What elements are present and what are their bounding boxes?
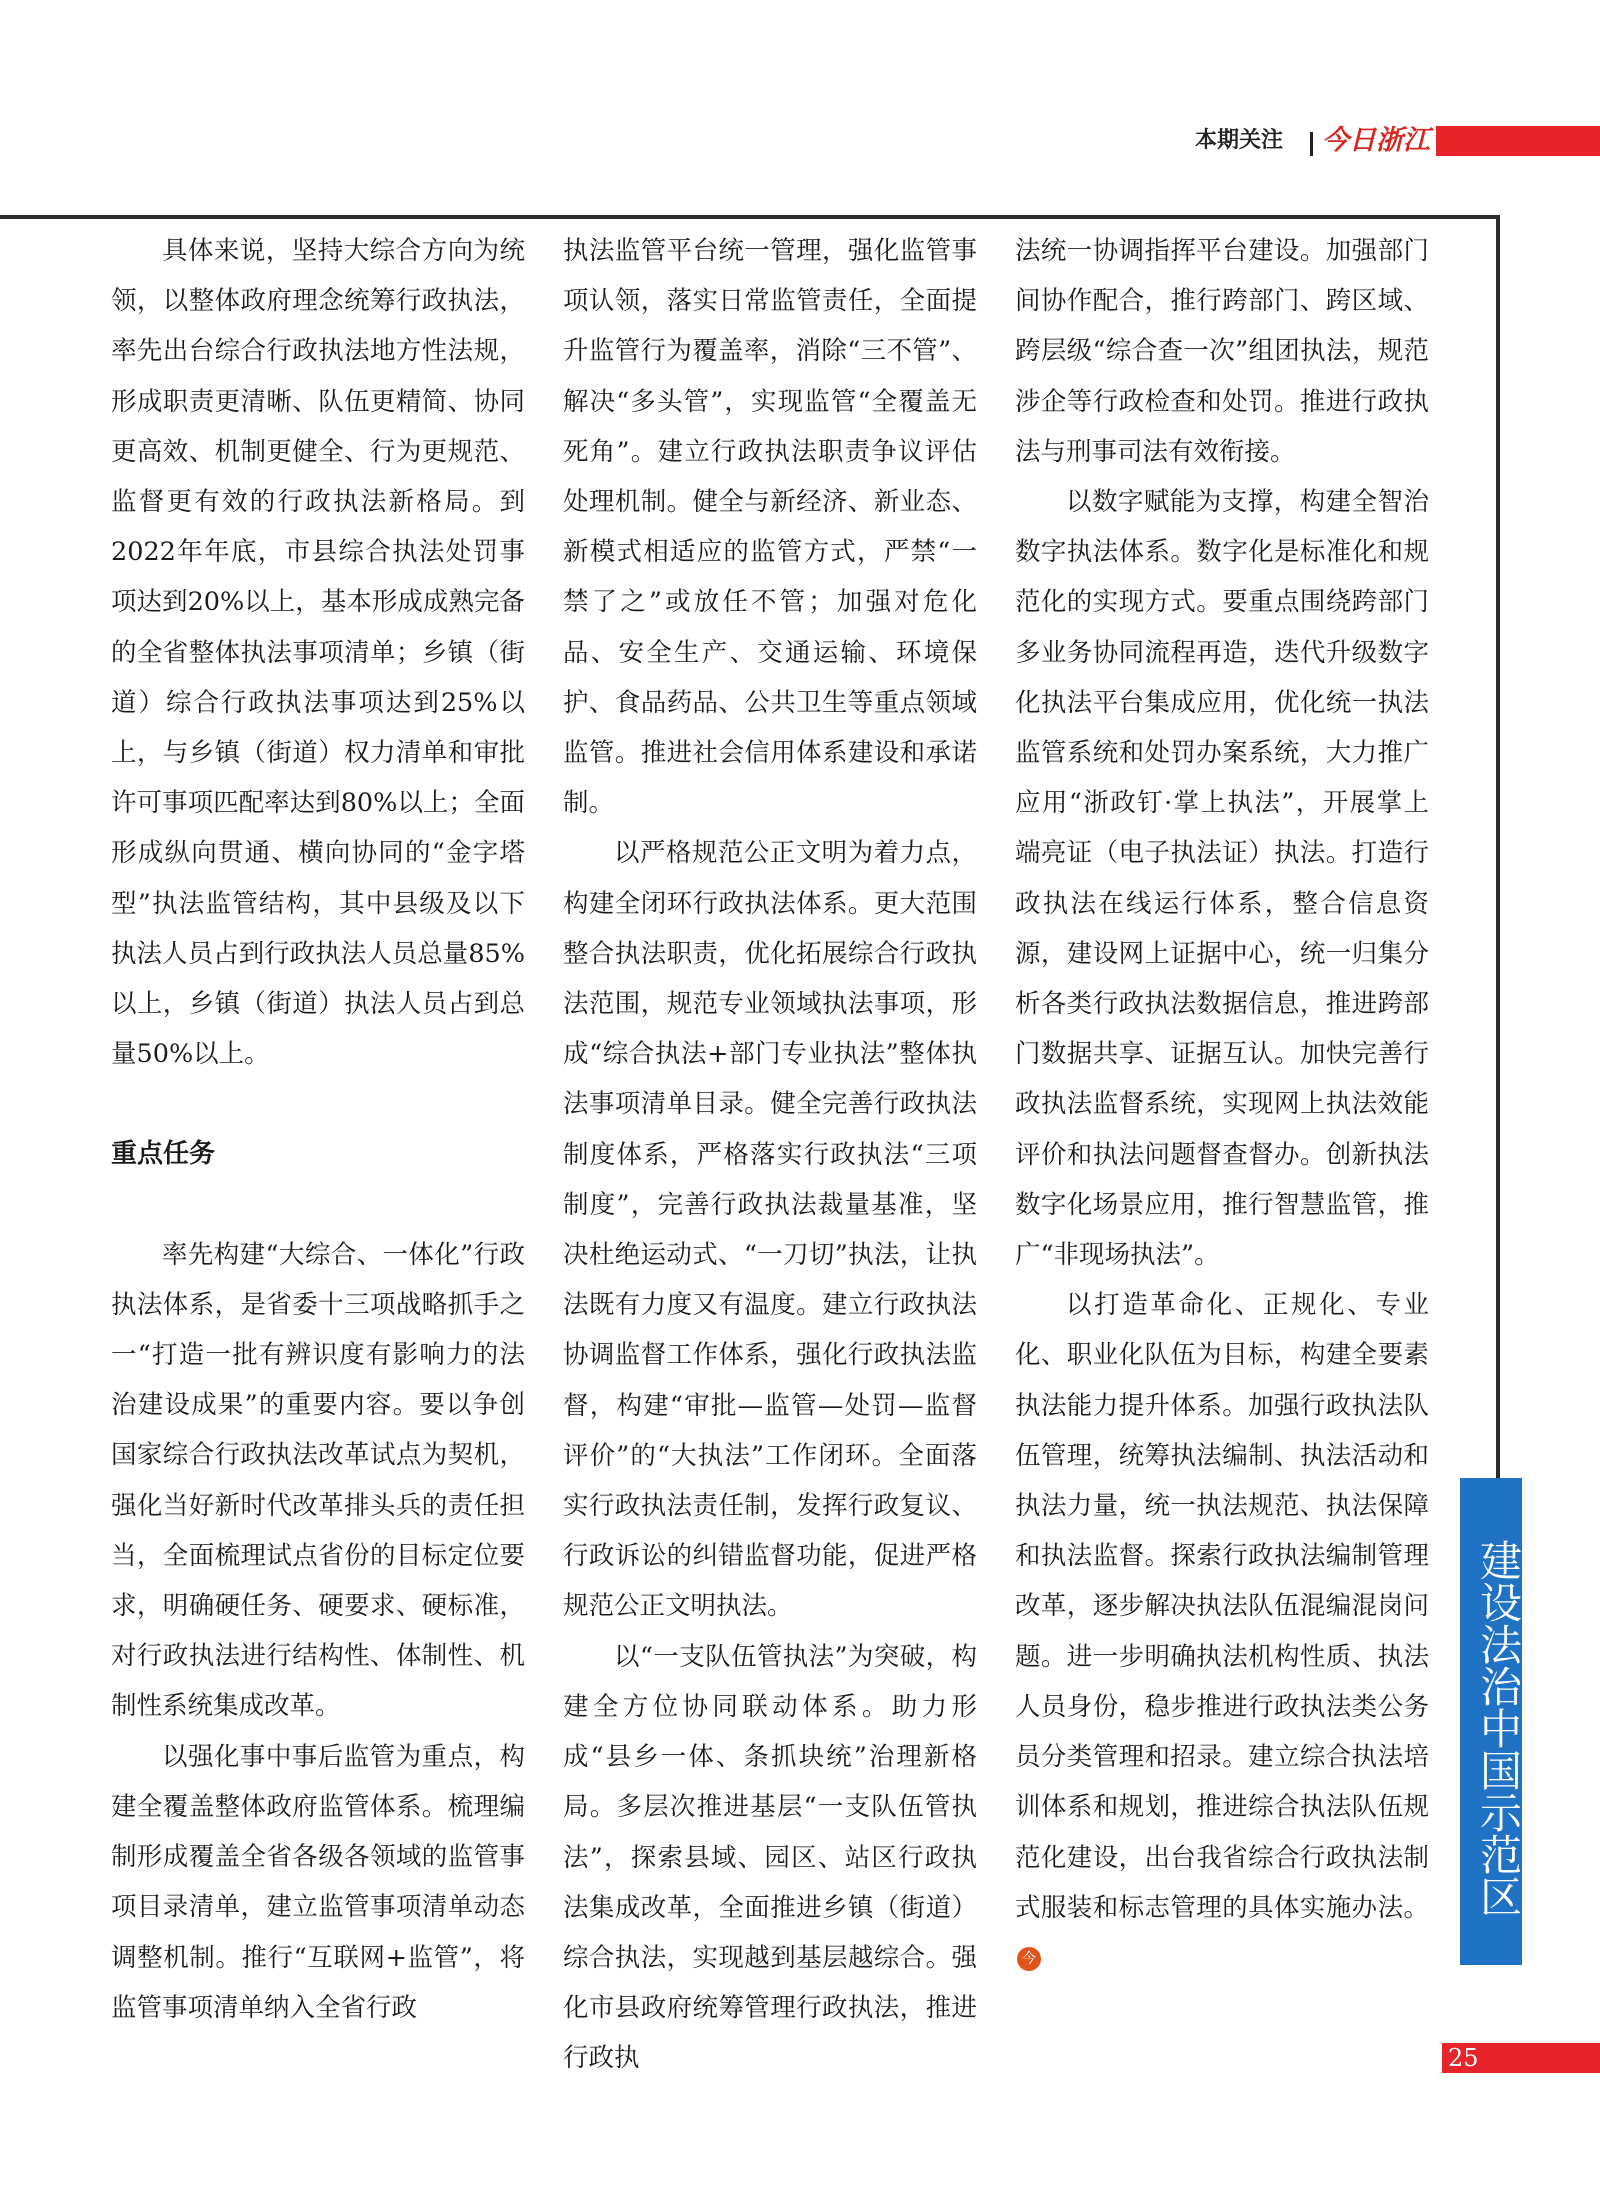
header-red-strip — [1436, 126, 1600, 156]
section-label: 本期关注 — [1195, 128, 1284, 153]
article-column-2 — [563, 226, 977, 2084]
paragraph: 以数字赋能为支撑，构建全智治数字执法体系。数字化是标准化和规范化的实现方式。要重点围绕跨部门多业务协同流程再造，迭代升级数字化执法平台集成应用，优化统一执法监管系统和处罚办案系统，大力推广应用“浙政钉·掌上执法”，开展掌上端亮证（电子执法证）执法。打造行政执法在线运行体系，整合信息资源，建设网上证据中心，统一归集分析各类行政执法数据信息，推进跨部门数据共享、证据互认。加快完善行政执法监督系统，实现网上执法效能评价和执法问题督查督办。创新执法数字化场景应用，推行智慧监管，推广“非现场执法”。 — [1015, 487, 1429, 1271]
right-rule — [1496, 215, 1500, 1485]
article-column-1 — [111, 226, 525, 2033]
paragraph — [1015, 1280, 1429, 1983]
top-rule — [0, 215, 1500, 219]
section-heading: 重点任务 — [111, 1139, 216, 1170]
side-banner: 建设法治中国示范区 — [1460, 1478, 1522, 1965]
paragraph: 执法监管平台统一管理，强化监管事项认领，落实日常监管责任，全面提升监管行为覆盖率，消除“三不管”、解决“多头管”，实现监管“全覆盖无死角”。建立行政执法职责争议评估处理机制。健全与新经济、新业态、新模式相适应的监管方式，严禁“一禁了之”或放任不管；加强对危化品、安全生产、交通运输、环境保护、食品药品、公共卫生等重点领域监管。推进社会信用体系建设和承诺制。 — [563, 236, 977, 819]
paragraph: 以“一支队伍管执法”为突破，构建全方位协同联动体系。助力形成“县乡一体、条抓块统”治理新格局。多层次推进基层“一支队伍管执法”，探索县域、园区、站区行政执法集成改革，全面推进乡镇（街道）综合执法，实现越到基层越综合。强化市县政府统筹管理行政执法，推进行政执 — [563, 1641, 977, 2074]
page-number: 25 — [1448, 2044, 1479, 2072]
paragraph: 法统一协调指挥平台建设。加强部门间协作配合，推行跨部门、跨区域、跨层级“综合查一次”组团执法，规范涉企等行政检查和处罚。推进行政执法与刑事司法有效衔接。 — [1015, 236, 1429, 467]
end-mark-icon: 今 — [1017, 1947, 1041, 1971]
paragraph: 率先构建“大综合、一体化”行政执法体系，是省委十三项战略抓手之一“打造一批有辨识度有影响力的法治建设成果”的重要内容。要以争创国家综合行政执法改革试点为契机，强化当好新时代改革排头兵的责任担当，全面梳理试点省份的目标定位要求，明确硬任务、硬要求、硬标准，对行政执法进行结构性、体制性、机制性系统集成改革。 — [111, 1239, 525, 1722]
paragraph: 以严格规范公正文明为着力点，构建全闭环行政执法体系。更大范围整合执法职责，优化拓展综合行政执法范围，规范专业领域执法事项，形成“综合执法+部门专业执法”整体执法事项清单目录。健全完善行政执法制度体系，严格落实行政执法“三项制度”，完善行政执法裁量基准，坚决杜绝运动式、“一刀切”执法，让执法既有力度又有温度。建立行政执法协调监督工作体系，强化行政执法监督，构建“审批—监管—处罚—监督评价”的“大执法”工作闭环。全面落实行政执法责任制，发挥行政复议、行政诉讼的纠错监督功能，促进严格规范公正文明执法。 — [563, 838, 977, 1622]
header-divider — [1310, 132, 1313, 156]
brand-logo: 今日浙江 — [1322, 125, 1430, 156]
paragraph-text: 以打造革命化、正规化、专业化、职业化队伍为目标，构建全要素执法能力提升体系。加强行政执法队伍管理，统筹执法编制、执法活动和执法力量，统一执法规范、执法保障和执法监督。探索行政执法编制管理改革，逐步解决执法队伍混编混岗问题。进一步明确执法机构性质、执法人员身份，稳步推进行政执法类公务员分类管理和招录。建立综合执法培训体系和规划，推进综合执法队伍规范化建设，出台我省综合行政执法制式服装和标志管理的具体实施办法。 — [1015, 1290, 1429, 1923]
paragraph: 以强化事中事后监管为重点，构建全覆盖整体政府监管体系。梳理编制形成覆盖全省各级各领域的监管事项目录清单，建立监管事项清单动态调整机制。推行“互联网+监管”，将监管事项清单纳入全省行政 — [111, 1741, 525, 2023]
paragraph: 具体来说，坚持大综合方向为统领，以整体政府理念统筹行政执法，率先出台综合行政执法地方性法规，形成职责更清晰、队伍更精简、协同更高效、机制更健全、行为更规范、监督更有效的行政执法新格局。到2022年年底，市县综合执法处罚事项达到20%以上，基本形成成熟完备的全省整体执法事项清单；乡镇（街道）综合行政执法事项达到25%以上，与乡镇（街道）权力清单和审批许可事项匹配率达到80%以上；全面形成纵向贯通、横向协同的“金字塔型”执法监管结构，其中县级及以下执法人员占到行政执法人员总量85%以上，乡镇（街道）执法人员占到总量50%以上。 — [111, 236, 525, 1070]
article-column-3 — [1015, 226, 1429, 1983]
